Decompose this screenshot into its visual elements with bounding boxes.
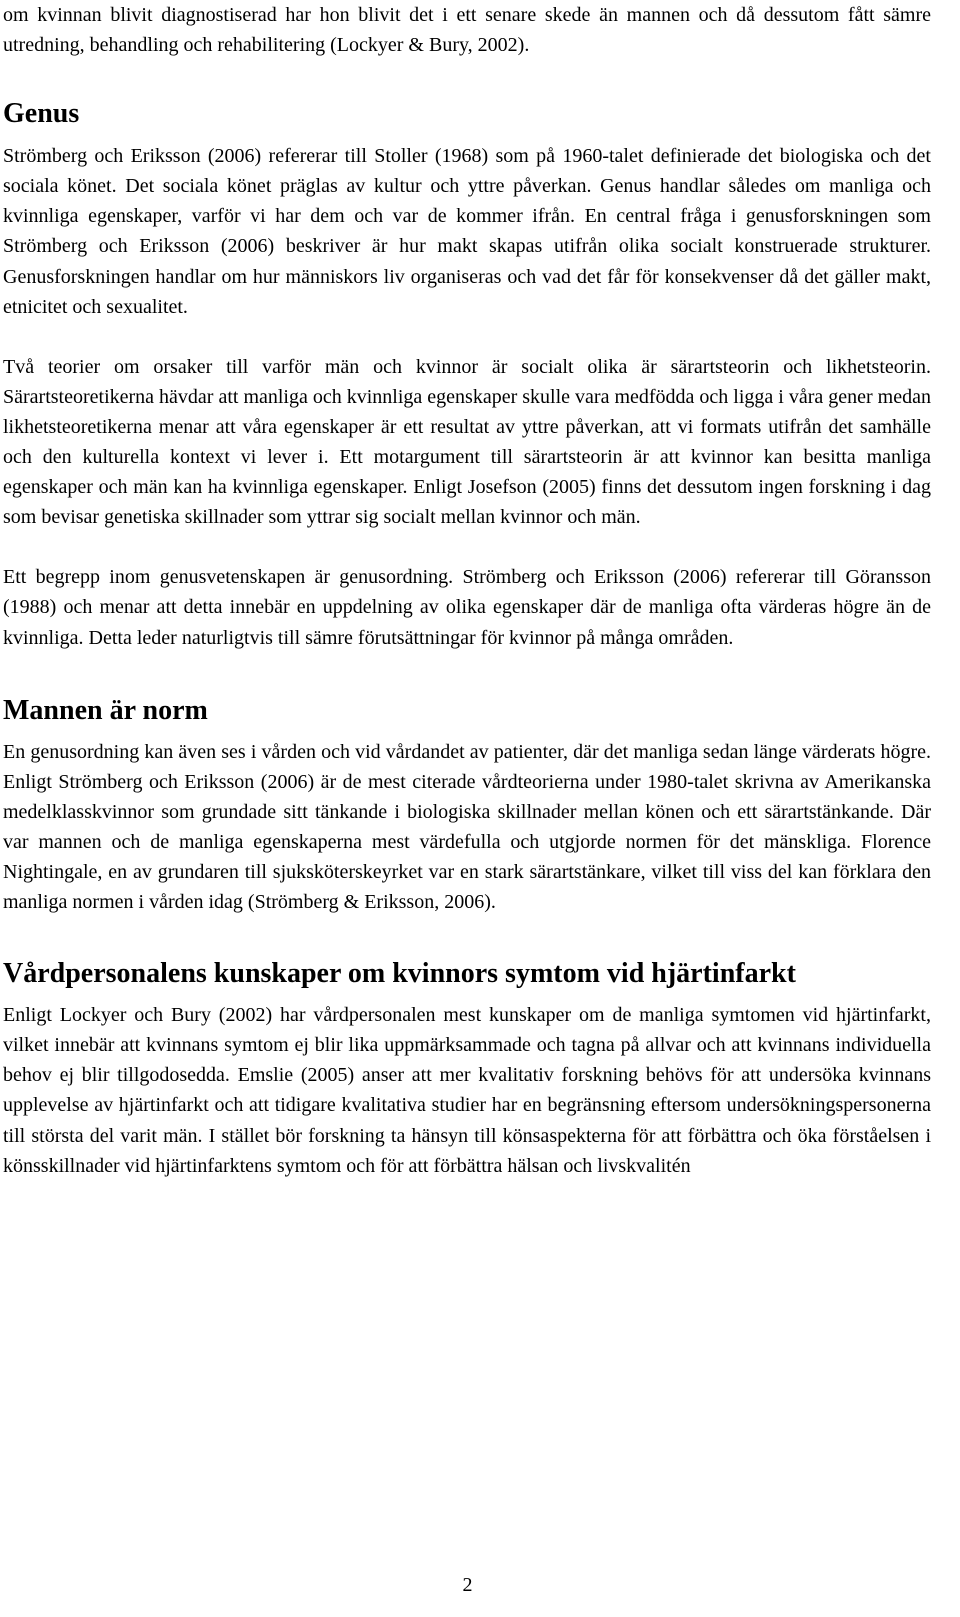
genus-paragraph-3: Ett begrepp inom genusvetenskapen är genusordning. Strömberg och Eriksson (2006) refererar till Göransson (1988) och menar att detta innebär en uppdelning av olika egenskaper där de manliga ofta värderas högre än de kvinnliga. Detta leder naturligtvis till sämre förutsättningar för kvinnor på många områden. — [3, 566, 931, 649]
section-heading-vardpersonalens-kunskaper: Vårdpersonalens kunskaper om kvinnors symtom vid hjärtinfarkt — [3, 958, 796, 990]
document-page — [3, 0, 931, 1181]
mannen-paragraph-1: En genusordning kan även ses i vården och vid vårdandet av patienter, där det manliga sedan länge värderats högre. Enligt Strömberg och Eriksson (2006) är de mest citerade vårdteorierna under 1980-talet skrivna av Amerikanska medelklasskvinnor som grundade sitt tänkande i biologiska skillnader mellan könen och ett särartstänkande. Där var mannen och de manliga egenskaperna mest värdefulla och utgjorde normen för det mänskliga. Florence Nightingale, en av grundaren till sjuksköterskeyrket var en stark särartstänkare, vilket till viss del kan förklara den manliga normen i vården idag (Strömberg & Eriksson, 2006). — [3, 740, 931, 914]
intro-paragraph: om kvinnan blivit diagnostiserad har hon blivit det i ett senare skede än mannen och då dessutom fått sämre utredning, behandling och rehabilitering (Lockyer & Bury, 2002). — [3, 4, 931, 57]
section-heading-mannen-ar-norm: Mannen är norm — [3, 694, 208, 726]
genus-paragraph-2: Två teorier om orsaker till varför män och kvinnor är socialt olika är särartsteorin och likhetsteorin. Särartsteoretikerna hävdar att manliga och kvinnliga egenskaper skulle vara medfödda och ligga i våra gener medan likhetsteoretikerna menar att våra egenskaper är ett resultat av yttre påverkan, att vi formats utifrån det samhälle och den kulturella kontext vi lever i. Ett motargument till särartsteorin är att kvinnor kan besitta manliga egenskaper och män kan ha kvinnliga egenskaper. Enligt Josefson (2005) finns det dessutom ingen forskning i dag som bevisar genetiska skillnader som yttrar sig socialt mellan kvinnor och män. — [3, 355, 931, 529]
vard-paragraph-1: Enligt Lockyer och Bury (2002) har vårdpersonalen mest kunskaper om de manliga symtomen vid hjärtinfarkt, vilket innebär att kvinnans symtom ej blir lika uppmärksammade och tagna på allvar och att kvinnans individuella behov ej blir tillgodosedda. Emslie (2005) anser att mer kvalitativ forskning behövs för att undersöka kvinnans upplevelse av hjärtinfarkt och att tidigare kvalitativa studier har en begränsning eftersom undersökningspersonerna till största del varit män. I stället bör forskning ta hänsyn till könsaspekterna för att förbättra och öka förståelsen i könsskillnader vid hjärtinfarktens symtom och för att förbättra hälsan och livskvalitén — [3, 1004, 931, 1177]
genus-paragraph-1: Strömberg och Eriksson (2006) refererar till Stoller (1968) som på 1960-talet definierade det biologiska och det sociala könet. Det sociala könet präglas av kultur och yttre påverkan. Genus handlar således om manliga och kvinnliga egenskaper, varför vi har dem och var de kommer ifrån. En central fråga i genusforskningen som Strömberg och Eriksson (2006) beskriver är hur makt skapas utifrån olika socialt konstruerade strukturer. Genusforskningen handlar om hur människors liv organiseras och vad det får för konsekvenser då det gäller makt, etnicitet och sexualitet. — [3, 145, 931, 318]
page-number: 2 — [462, 1574, 473, 1596]
section-heading-genus: Genus — [3, 98, 80, 130]
